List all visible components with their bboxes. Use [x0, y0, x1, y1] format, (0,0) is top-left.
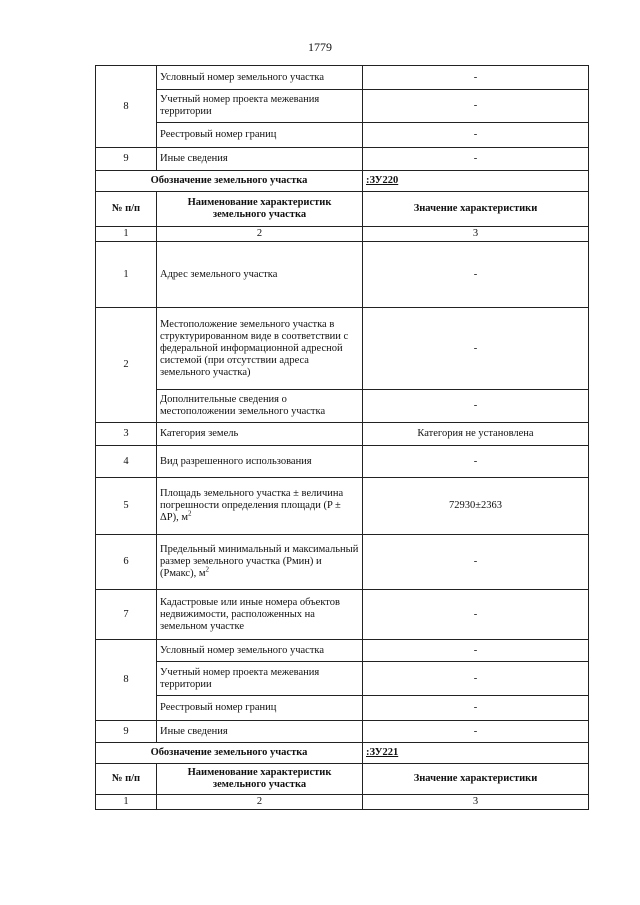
table-row [96, 308, 589, 390]
characteristic-label: Условный номер земельного участка [157, 66, 363, 90]
table-row [96, 721, 589, 743]
column-index: 3 [363, 227, 589, 242]
column-index-row [96, 795, 589, 810]
column-index: 2 [157, 795, 363, 810]
column-header-value: Значение характеристики [363, 192, 589, 227]
table-row [96, 590, 589, 640]
characteristic-value: Категория не установлена [363, 423, 589, 446]
table-row [96, 390, 589, 423]
column-header-number: № п/п [96, 192, 157, 227]
table-row [96, 662, 589, 696]
column-index-row [96, 227, 589, 242]
header-row [96, 764, 589, 795]
characteristic-value: - [363, 148, 589, 171]
plot-designation-code [363, 171, 589, 192]
row-number-cell: 4 [96, 446, 157, 478]
characteristic-value: 72930±2363 [363, 478, 589, 535]
area-label-text: Площадь земельного участка ± величина погрешности определения площади (P ± ΔP), м [160, 488, 344, 523]
plot-designation-code [363, 743, 589, 764]
page-number: 1779 [308, 40, 332, 54]
row-number-cell: 9 [96, 721, 157, 743]
table-row [96, 696, 589, 721]
row-number-cell: 3 [96, 423, 157, 446]
characteristic-label [157, 535, 363, 590]
column-header-number: № п/п [96, 764, 157, 795]
plot-designation-title: Обозначение земельного участка [96, 171, 363, 192]
characteristic-value: - [363, 90, 589, 123]
land-plot-table [95, 65, 589, 810]
row-number-cell: 1 [96, 242, 157, 308]
table-row [96, 446, 589, 478]
row-number-cell: 5 [96, 478, 157, 535]
characteristic-label: Адрес земельного участка [157, 242, 363, 308]
characteristic-label: Реестровый номер границ [157, 696, 363, 721]
row-number-cell: 7 [96, 590, 157, 640]
characteristic-value: - [363, 308, 589, 390]
column-header-value: Значение характеристики [363, 764, 589, 795]
row-number-cell: 2 [96, 308, 157, 423]
characteristic-value: - [363, 662, 589, 696]
characteristic-label: Дополнительные сведения о местоположении земельного участка [157, 390, 363, 423]
table-row [96, 242, 589, 308]
row-number-cell: 8 [96, 66, 157, 148]
characteristic-label: Учетный номер проекта межевания территории [157, 90, 363, 123]
plot-designation-row [96, 743, 589, 764]
characteristic-value: - [363, 721, 589, 743]
characteristic-value: - [363, 123, 589, 148]
table-row [96, 535, 589, 590]
characteristic-label: Условный номер земельного участка [157, 640, 363, 662]
table-row [96, 423, 589, 446]
square-superscript: 2 [187, 509, 192, 518]
size-label-text: Предельный минимальный и максимальный размер земельного участка (Рмин) и (Рмакс), м [160, 544, 359, 579]
column-header-name: Наименование характеристик земельного участка [157, 192, 363, 227]
characteristic-value: - [363, 66, 589, 90]
characteristic-label: Категория земель [157, 423, 363, 446]
row-number-cell: 6 [96, 535, 157, 590]
characteristic-value: - [363, 390, 589, 423]
plot-code-text: :ЗУ220 [366, 175, 399, 186]
plot-designation-row [96, 171, 589, 192]
characteristic-label: Иные сведения [157, 148, 363, 171]
characteristic-label: Кадастровые или иные номера объектов недвижимости, расположенных на земельном участке [157, 590, 363, 640]
characteristic-value: - [363, 242, 589, 308]
header-row [96, 192, 589, 227]
characteristic-label [157, 478, 363, 535]
table-row [96, 148, 589, 171]
square-superscript: 2 [205, 565, 209, 574]
column-index: 1 [96, 227, 157, 242]
column-header-name: Наименование характеристик земельного участка [157, 764, 363, 795]
characteristic-label: Вид разрешенного использования [157, 446, 363, 478]
characteristic-value: - [363, 696, 589, 721]
table-row [96, 478, 589, 535]
table-row [96, 640, 589, 662]
column-index: 2 [157, 227, 363, 242]
characteristic-value: - [363, 535, 589, 590]
table-row [96, 66, 589, 90]
plot-code-text: :ЗУ221 [366, 747, 399, 758]
characteristic-label: Местоположение земельного участка в структурированном виде в соответствии с федеральной информационной адресной системой (при отсутствии адреса земельного участка) [157, 308, 363, 390]
characteristic-value: - [363, 446, 589, 478]
column-index: 1 [96, 795, 157, 810]
characteristic-label: Реестровый номер границ [157, 123, 363, 148]
table-row [96, 123, 589, 148]
row-number-cell: 9 [96, 148, 157, 171]
characteristic-value: - [363, 640, 589, 662]
row-number-cell: 8 [96, 640, 157, 721]
characteristic-value: - [363, 590, 589, 640]
column-index: 3 [363, 795, 589, 810]
table-row [96, 90, 589, 123]
plot-designation-title: Обозначение земельного участка [96, 743, 363, 764]
characteristic-label: Иные сведения [157, 721, 363, 743]
characteristic-label: Учетный номер проекта межевания территории [157, 662, 363, 696]
